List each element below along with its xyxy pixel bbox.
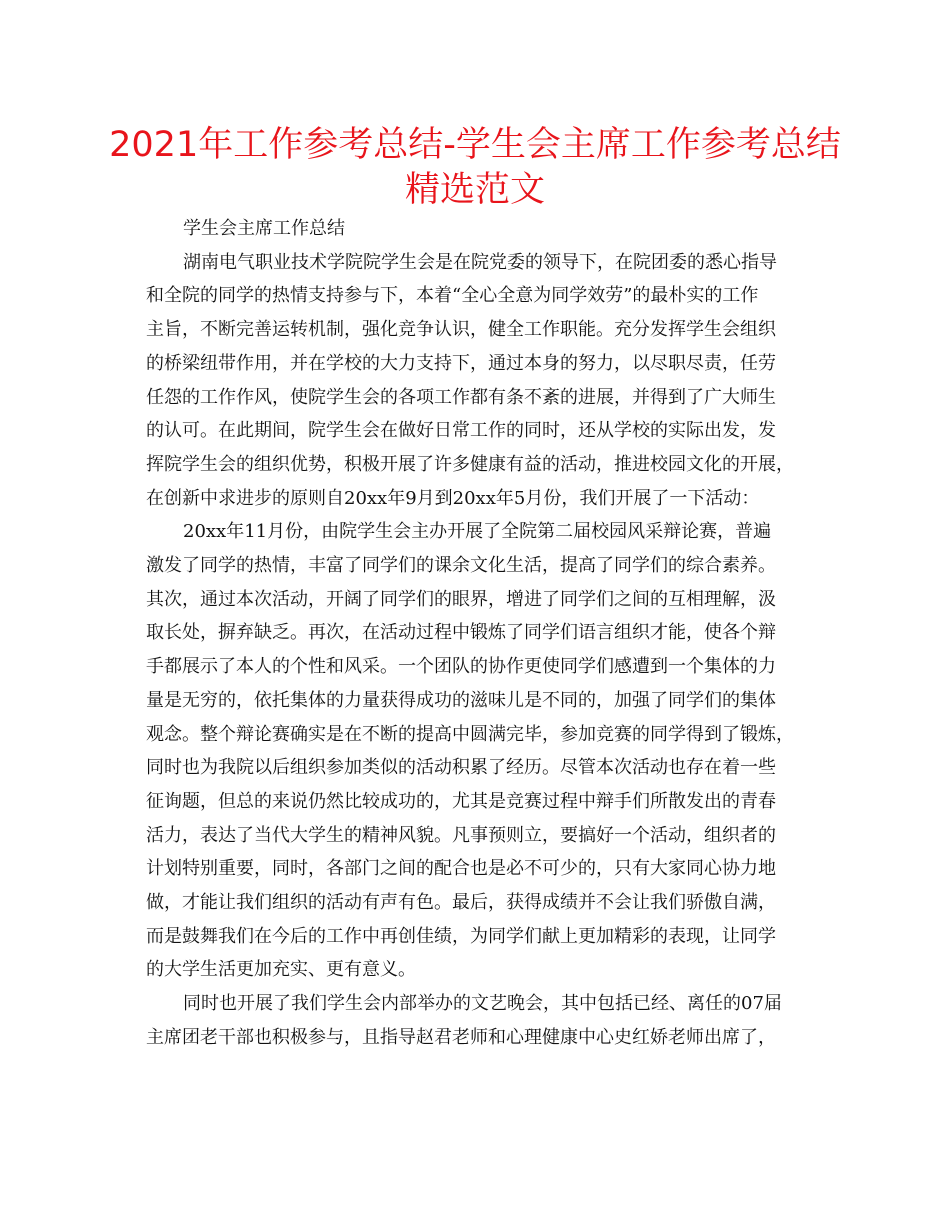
paragraph-3 xyxy=(146,987,806,1054)
paragraph-line: 主席团老干部也积极参与，且指导赵君老师和心理健康中心史红娇老师出席了， xyxy=(146,1026,776,1048)
paragraph-line: 湖南电气职业技术学院院学生会是在院党委的领导下，在院团委的悉心指导 xyxy=(183,251,777,273)
paragraph-line: 活力，表达了当代大学生的精神风貌。凡事预则立，要搞好一个活动，组织者的 xyxy=(146,824,776,846)
paragraph-line: 计划特别重要，同时，各部门之间的配合也是必不可少的，只有大家同心协力地 xyxy=(146,858,776,880)
paragraph-line: 的大学生活更加充实、更有意义。 xyxy=(146,959,416,981)
paragraph-line: 同时也开展了我们学生会内部举办的文艺晚会，其中包括已经、离任的07届 xyxy=(183,993,782,1015)
page-title-line-1: 2021年工作参考总结-学生会主席工作参考总结 xyxy=(109,125,841,165)
paragraph-line: 观念。整个辩论赛确实是在不断的提高中圆满完毕，参加竞赛的同学得到了锻炼， xyxy=(146,723,794,745)
paragraph-line: 20xx年11月份，由院学生会主办开展了全院第二届校园风采辩论赛，普遍 xyxy=(183,521,772,543)
document-body xyxy=(146,212,806,1055)
paragraph-line: 取长处，摒弃缺乏。再次，在活动过程中锻炼了同学们语言组织才能，使各个辩 xyxy=(146,622,776,644)
paragraph-line: 同时也为我院以后组织参加类似的活动积累了经历。尽管本次活动也存在着一些 xyxy=(146,757,776,779)
page-title-line-2: 精选范文 xyxy=(404,170,545,210)
paragraph-line: 征询题，但总的来说仍然比较成功的，尤其是竞赛过程中辩手们所散发出的青春 xyxy=(146,790,776,812)
paragraph-line: 的认可。在此期间，院学生会在做好日常工作的同时，还从学校的实际出发，发 xyxy=(146,420,776,442)
paragraph-line: 在创新中求进步的原则自20xx年9月到20xx年5月份，我们开展了一下活动： xyxy=(146,487,760,509)
paragraph-1 xyxy=(146,246,806,516)
paragraph-line: 和全院的同学的热情支持参与下，本着“全心全意为同学效劳”的最朴实的工作 xyxy=(146,285,759,307)
paragraph-line: 主旨，不断完善运转机制，强化竞争认识，健全工作职能。充分发挥学生会组织 xyxy=(146,319,776,341)
paragraph-2 xyxy=(146,515,806,987)
paragraph-line: 挥院学生会的组织优势，积极开展了许多健康有益的活动，推进校园文化的开展， xyxy=(146,453,794,475)
paragraph-line: 的桥梁纽带作用，并在学校的大力支持下，通过本身的努力，以尽职尽责，任劳 xyxy=(146,352,776,374)
paragraph-line: 任怨的工作作风，使院学生会的各项工作都有条不紊的进展，并得到了广大师生 xyxy=(146,386,776,408)
paragraph-line: 而是鼓舞我们在今后的工作中再创佳绩，为同学们献上更加精彩的表现，让同学 xyxy=(146,925,776,947)
paragraph-line: 手都展示了本人的个性和风采。一个团队的协作更使同学们感遭到一个集体的力 xyxy=(146,656,776,678)
paragraph-line: 其次，通过本次活动，开阔了同学们的眼界，增进了同学们之间的互相理解，汲 xyxy=(146,588,776,610)
paragraph-line: 量是无穷的，依托集体的力量获得成功的滋味儿是不同的，加强了同学们的集体 xyxy=(146,689,776,711)
paragraph-line: 激发了同学的热情，丰富了同学们的课余文化生活，提高了同学们的综合素养。 xyxy=(146,555,776,577)
paragraph-line: 做，才能让我们组织的活动有声有色。最后，获得成绩并不会让我们骄傲自满， xyxy=(146,892,776,914)
document-subtitle: 学生会主席工作总结 xyxy=(183,218,345,239)
